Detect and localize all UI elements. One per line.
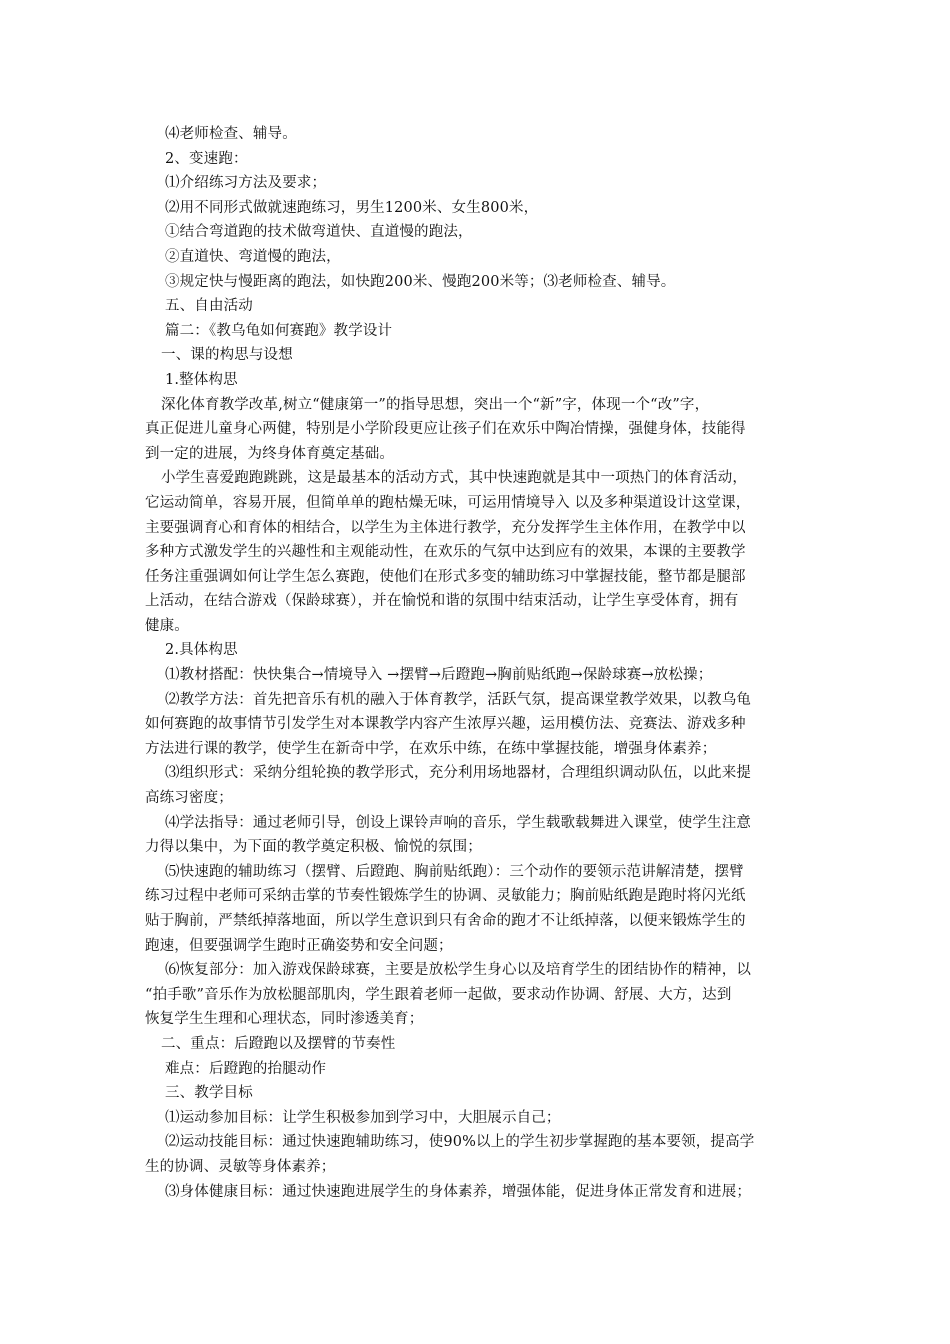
text-line: 2、变速跑： — [165, 150, 248, 167]
paragraph-line: ⑷学法指导：通过老师引导，创设上课铃声响的音乐，学生载歌载舞进入课堂，使学生注意 — [165, 814, 751, 831]
section-heading: 三、教学目标 — [165, 1085, 253, 1102]
paragraph-line: ⑵运动技能目标：通过快速跑辅助练习，使90%以上的学生初步掌握跑的基本要领，提高学 — [165, 1134, 755, 1151]
paragraph-line: ⑶组织形式：采纳分组轮换的教学形式，充分利用场地器材，合理组织调动队伍，以此来提 — [165, 765, 751, 782]
paragraph-line: 到一定的进展，为终身体育奠定基础。 — [145, 445, 395, 462]
text-line: ⑷老师检查、辅导。 — [165, 126, 297, 142]
paragraph-line: 跑速，但要强调学生跑时正确姿势和安全问题； — [145, 937, 453, 954]
paragraph-line: 生的协调、灵敏等身体素养； — [145, 1158, 336, 1175]
section-heading: 五、自由活动 — [165, 298, 253, 315]
paragraph-line: 贴于胸前，严禁纸掉落地面，所以学生意识到只有舍命的跑才不让纸掉落，以便来锻炼学生的 — [145, 913, 746, 929]
text-line: ⑵用不同形式做就速跑练习，男生1200米、女生800米， — [165, 199, 539, 216]
paragraph-line: 上活动，在结合游戏（保龄球赛），并在愉悦和谐的氛围中结束活动，让学生享受体育，拥有 — [145, 593, 739, 610]
section-heading: 二、重点：后蹬跑以及摆臂的节奏性 — [161, 1035, 396, 1052]
paragraph-line: ⑹恢复部分：加入游戏保龄球赛，主要是放松学生身心以及培育学生的团结协作的精神，以 — [165, 962, 751, 979]
document-page — [145, 122, 815, 1204]
paragraph-line: 多种方式激发学生的兴趣性和主观能动性，在欢乐的气氛中达到应有的效果，本课的主要教学 — [145, 544, 746, 561]
paragraph-line: ⑸快速跑的辅助练习（摆臂、后蹬跑、胸前贴纸跑）：三个动作的要领示范讲解清楚，摆臂 — [165, 863, 744, 880]
paragraph-line: 主要强调育心和育体的相结合，以学生为主体进行教学，充分发挥学生主体作用，在教学中以 — [145, 519, 746, 536]
paragraph-line: ⑵教学方法：首先把音乐有机的融入于体育教学，活跃气氛，提高课堂教学效果，以教乌龟 — [165, 691, 751, 708]
paragraph-line: 任务注重强调如何让学生怎么赛跑，使他们在形式多变的辅助练习中掌握技能，整节都是腿部 — [145, 568, 746, 585]
text-line: ⑴介绍练习方法及要求； — [165, 175, 327, 192]
section-heading: 一、课的构思与设想 — [161, 347, 293, 364]
text-line: 难点：后蹬跑的抬腿动作 — [165, 1060, 327, 1077]
paragraph-line: 健康。 — [145, 617, 189, 634]
paragraph-line: 方法进行课的教学，使学生在新奇中学，在欢乐中练，在练中掌握技能，增强身体素养； — [145, 740, 717, 757]
paragraph-line: 恢复学生生理和心理状态，同时渗透美育； — [145, 1011, 424, 1028]
paragraph-line: 真正促进儿童身心两健，特别是小学阶段更应让孩子们在欢乐中陶冶情操，强健身体，技能得 — [145, 421, 746, 438]
paragraph-line: 深化体育教学改革,树立“健康第一”的指导思想，突出一个“新”字，体现一个“改”字， — [161, 396, 710, 413]
paragraph-line: ⑴运动参加目标：让学生积极参加到学习中，大胆展示自己； — [165, 1109, 561, 1126]
paragraph-line: 如何赛跑的故事情节引发学生对本课教学内容产生浓厚兴趣，运用模仿法、竞赛法、游戏多种 — [145, 716, 746, 733]
paragraph-line: 力得以集中，为下面的教学奠定积极、愉悦的氛围； — [145, 839, 482, 856]
paragraph-line: 高练习密度； — [145, 790, 233, 807]
paragraph-line: “拍手歌”音乐作为放松腿部肌肉，学生跟着老师一起做，要求动作协调、舒展、大方，达到 — [145, 986, 732, 1003]
subsection-heading: 1.整体构思 — [165, 371, 238, 388]
subsection-heading: 2.具体构思 — [165, 642, 238, 659]
paragraph-line: ⑶身体健康目标：通过快速跑进展学生的身体素养，增强体能，促进身体正常发育和进展； — [165, 1183, 751, 1200]
text-line: ②直道快、弯道慢的跑法， — [165, 248, 341, 265]
paragraph-line: 练习过程中老师可采纳击掌的节奏性锻炼学生的协调、灵敏能力；胸前贴纸跑是跑时将闪光纸 — [145, 888, 746, 905]
paragraph-line: ⑴教材搭配：快快集合→情境导入 →摆臂→后蹬跑→胸前贴纸跑→保龄球赛→放松操； — [165, 667, 713, 684]
paragraph-line: 小学生喜爱跑跑跳跳，这是最基本的活动方式，其中快速跑就是其中一项热门的体育活动， — [161, 470, 747, 487]
paragraph-line: 它运动简单，容易开展，但简单单的跑枯燥无味，可运用情境导入 以及多种渠道设计这堂课， — [145, 494, 751, 511]
text-line: ③规定快与慢距离的跑法，如快跑200米、慢跑200米等；⑶老师检查、辅导。 — [165, 273, 676, 290]
text-line: ①结合弯道跑的技术做弯道快、直道慢的跑法， — [165, 224, 473, 241]
chapter-heading: 篇二：《教乌龟如何赛跑》教学设计 — [165, 322, 393, 339]
